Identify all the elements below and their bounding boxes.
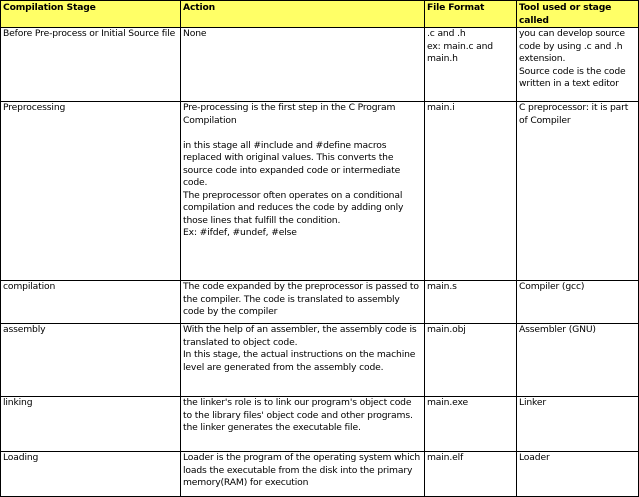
table-row: [1, 452, 639, 497]
file-format-cell: main.obj: [425, 324, 517, 397]
table-row: [1, 324, 639, 397]
file-format-cell: main.exe: [425, 397, 517, 452]
table-row: [1, 28, 639, 102]
action-cell: The code expanded by the preprocessor is passed to the compiler. The code is translated to assembly code by the compiler: [181, 281, 425, 324]
stage-cell: linking: [1, 397, 181, 452]
table-row: [1, 281, 639, 324]
file-format-cell: main.i: [425, 102, 517, 281]
action-cell: the linker's role is to link our program's object code to the library files' object code and other programs. the linker generates the executable file.: [181, 397, 425, 452]
tool-cell: you can develop source code by using .c and .h extension. Source code is the code written in a text editor: [517, 28, 639, 102]
file-format-cell: main.elf: [425, 452, 517, 497]
tool-cell: Linker: [517, 397, 639, 452]
stage-cell: Loading: [1, 452, 181, 497]
header-action: Action: [181, 1, 425, 28]
stage-cell: Preprocessing: [1, 102, 181, 281]
table-row: [1, 102, 639, 281]
tool-cell: Compiler (gcc): [517, 281, 639, 324]
header-tool-used: Tool used or stage called: [517, 1, 639, 28]
stage-cell: Before Pre-process or Initial Source file: [1, 28, 181, 102]
table-row: [1, 397, 639, 452]
stage-cell: compilation: [1, 281, 181, 324]
action-cell: With the help of an assembler, the assembly code is translated to object code. In this stage, the actual instructions on the machine level are generated from the assembly code.: [181, 324, 425, 397]
header-file-format: File Format: [425, 1, 517, 28]
tool-cell: Loader: [517, 452, 639, 497]
tool-cell: Assembler (GNU): [517, 324, 639, 397]
tool-cell: C preprocessor: it is part of Compiler: [517, 102, 639, 281]
action-cell: Pre-processing is the first step in the C Program Compilation in this stage all #include and #define macros replaced with original values. This converts the source code into expanded code or intermediate code. The preprocessor often operates on a conditional compilation and reduces the code by adding only those lines that fulfill the condition. Ex: #ifdef, #undef, #else: [181, 102, 425, 281]
action-cell: None: [181, 28, 425, 102]
file-format-cell: main.s: [425, 281, 517, 324]
stage-cell: assembly: [1, 324, 181, 397]
action-cell: Loader is the program of the operating system which loads the executable from the disk into the primary memory(RAM) for execution: [181, 452, 425, 497]
header-compilation-stage: Compilation Stage: [1, 1, 181, 28]
table-header-row: [1, 1, 639, 28]
file-format-cell: .c and .h ex: main.c and main.h: [425, 28, 517, 102]
